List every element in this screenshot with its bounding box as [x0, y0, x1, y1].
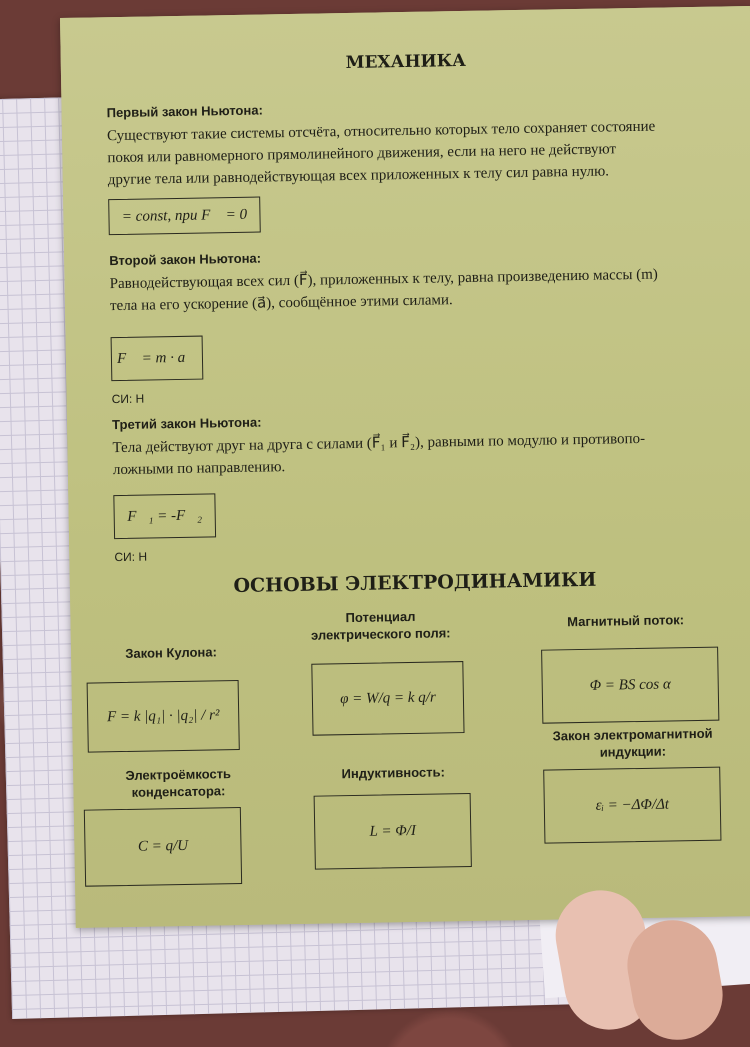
law2-formula: F⃗ = m · a⃗ — [116, 349, 197, 367]
law2-si-unit: СИ: Н — [111, 391, 145, 407]
flux-heading: Магнитный поток: — [567, 612, 685, 630]
law1-line: Существуют такие системы отсчёта, относительно которых тело сохраняет состояние — [106, 118, 656, 145]
inductance-heading: Индуктивность: — [341, 764, 445, 782]
potential-formula-box — [311, 661, 464, 736]
induction-heading-line1: Закон электромагнитной — [552, 725, 713, 744]
inductance-formula: L = Φ/I — [369, 822, 417, 840]
mechanics-title: МЕХАНИКА — [345, 50, 467, 74]
law2-text — [109, 262, 740, 317]
law2-line: Равнодействующая всех сил (F⃗), приложенных к телу, равна произведению массы (m) — [109, 266, 659, 293]
coulomb-formula-box — [87, 680, 240, 753]
law1-formula-box — [108, 197, 261, 236]
flux-formula-box — [541, 647, 719, 724]
potential-formula: φ = W/q = k q/r — [339, 689, 436, 707]
flux-formula: Φ = BS cos α — [589, 675, 671, 694]
capacitance-heading — [78, 764, 279, 801]
law3-line: ложными по направлению. — [112, 459, 286, 479]
law3-formula-box — [113, 493, 216, 539]
law1-line: другие тела или равнодействующая всех приложенных к телу сил равна нулю. — [107, 163, 610, 189]
induction-heading-line2: индукции: — [599, 743, 667, 760]
potential-heading-line1: Потенциал — [345, 608, 416, 626]
capacitance-heading-line1: Электроёмкость — [125, 766, 232, 783]
induction-formula-box — [543, 767, 721, 844]
capacitance-heading-line2: конденсатора: — [131, 783, 226, 800]
potential-heading — [280, 607, 481, 644]
law1-text — [107, 114, 738, 191]
induction-heading — [532, 724, 733, 761]
law3-heading: Третий закон Ньютона: — [111, 414, 262, 433]
electro-title: ОСНОВЫ ЭЛЕКТРОДИНАМИКИ — [233, 568, 597, 598]
coulomb-heading: Закон Кулона: — [125, 644, 217, 661]
law3-line: Тела действуют друг на друга с силами (F⃗₁ и F⃗₂), равными по модулю и противопо- — [112, 430, 646, 457]
law3-formula: F⃗₁ = -F⃗₂ — [127, 507, 203, 525]
potential-heading-line2: электрического поля: — [310, 625, 451, 643]
law3-si-unit: СИ: Н — [114, 549, 148, 565]
law1-formula: = const, при F⃗ = 0 — [121, 206, 248, 225]
law1-heading: Первый закон Ньютона: — [106, 102, 263, 121]
capacitance-formula: C = q/U — [137, 837, 189, 855]
law2-heading: Второй закон Ньютона: — [109, 250, 262, 269]
capacitance-formula-box — [84, 807, 242, 887]
inductance-formula-box — [314, 793, 472, 870]
law2-formula-box — [111, 336, 204, 382]
coulomb-formula: F = k |q₁| · |q₂| / r² — [106, 706, 220, 725]
induction-formula: εᵢ = −ΔΦ/Δt — [595, 795, 670, 814]
law3-text — [112, 426, 743, 481]
formula-card — [60, 6, 750, 928]
law2-line: тела на его ускорение (a⃗), сообщённое этими силами. — [109, 292, 453, 315]
law1-line: покоя или равномерного прямолинейного движения, если на него не действуют — [107, 141, 617, 167]
